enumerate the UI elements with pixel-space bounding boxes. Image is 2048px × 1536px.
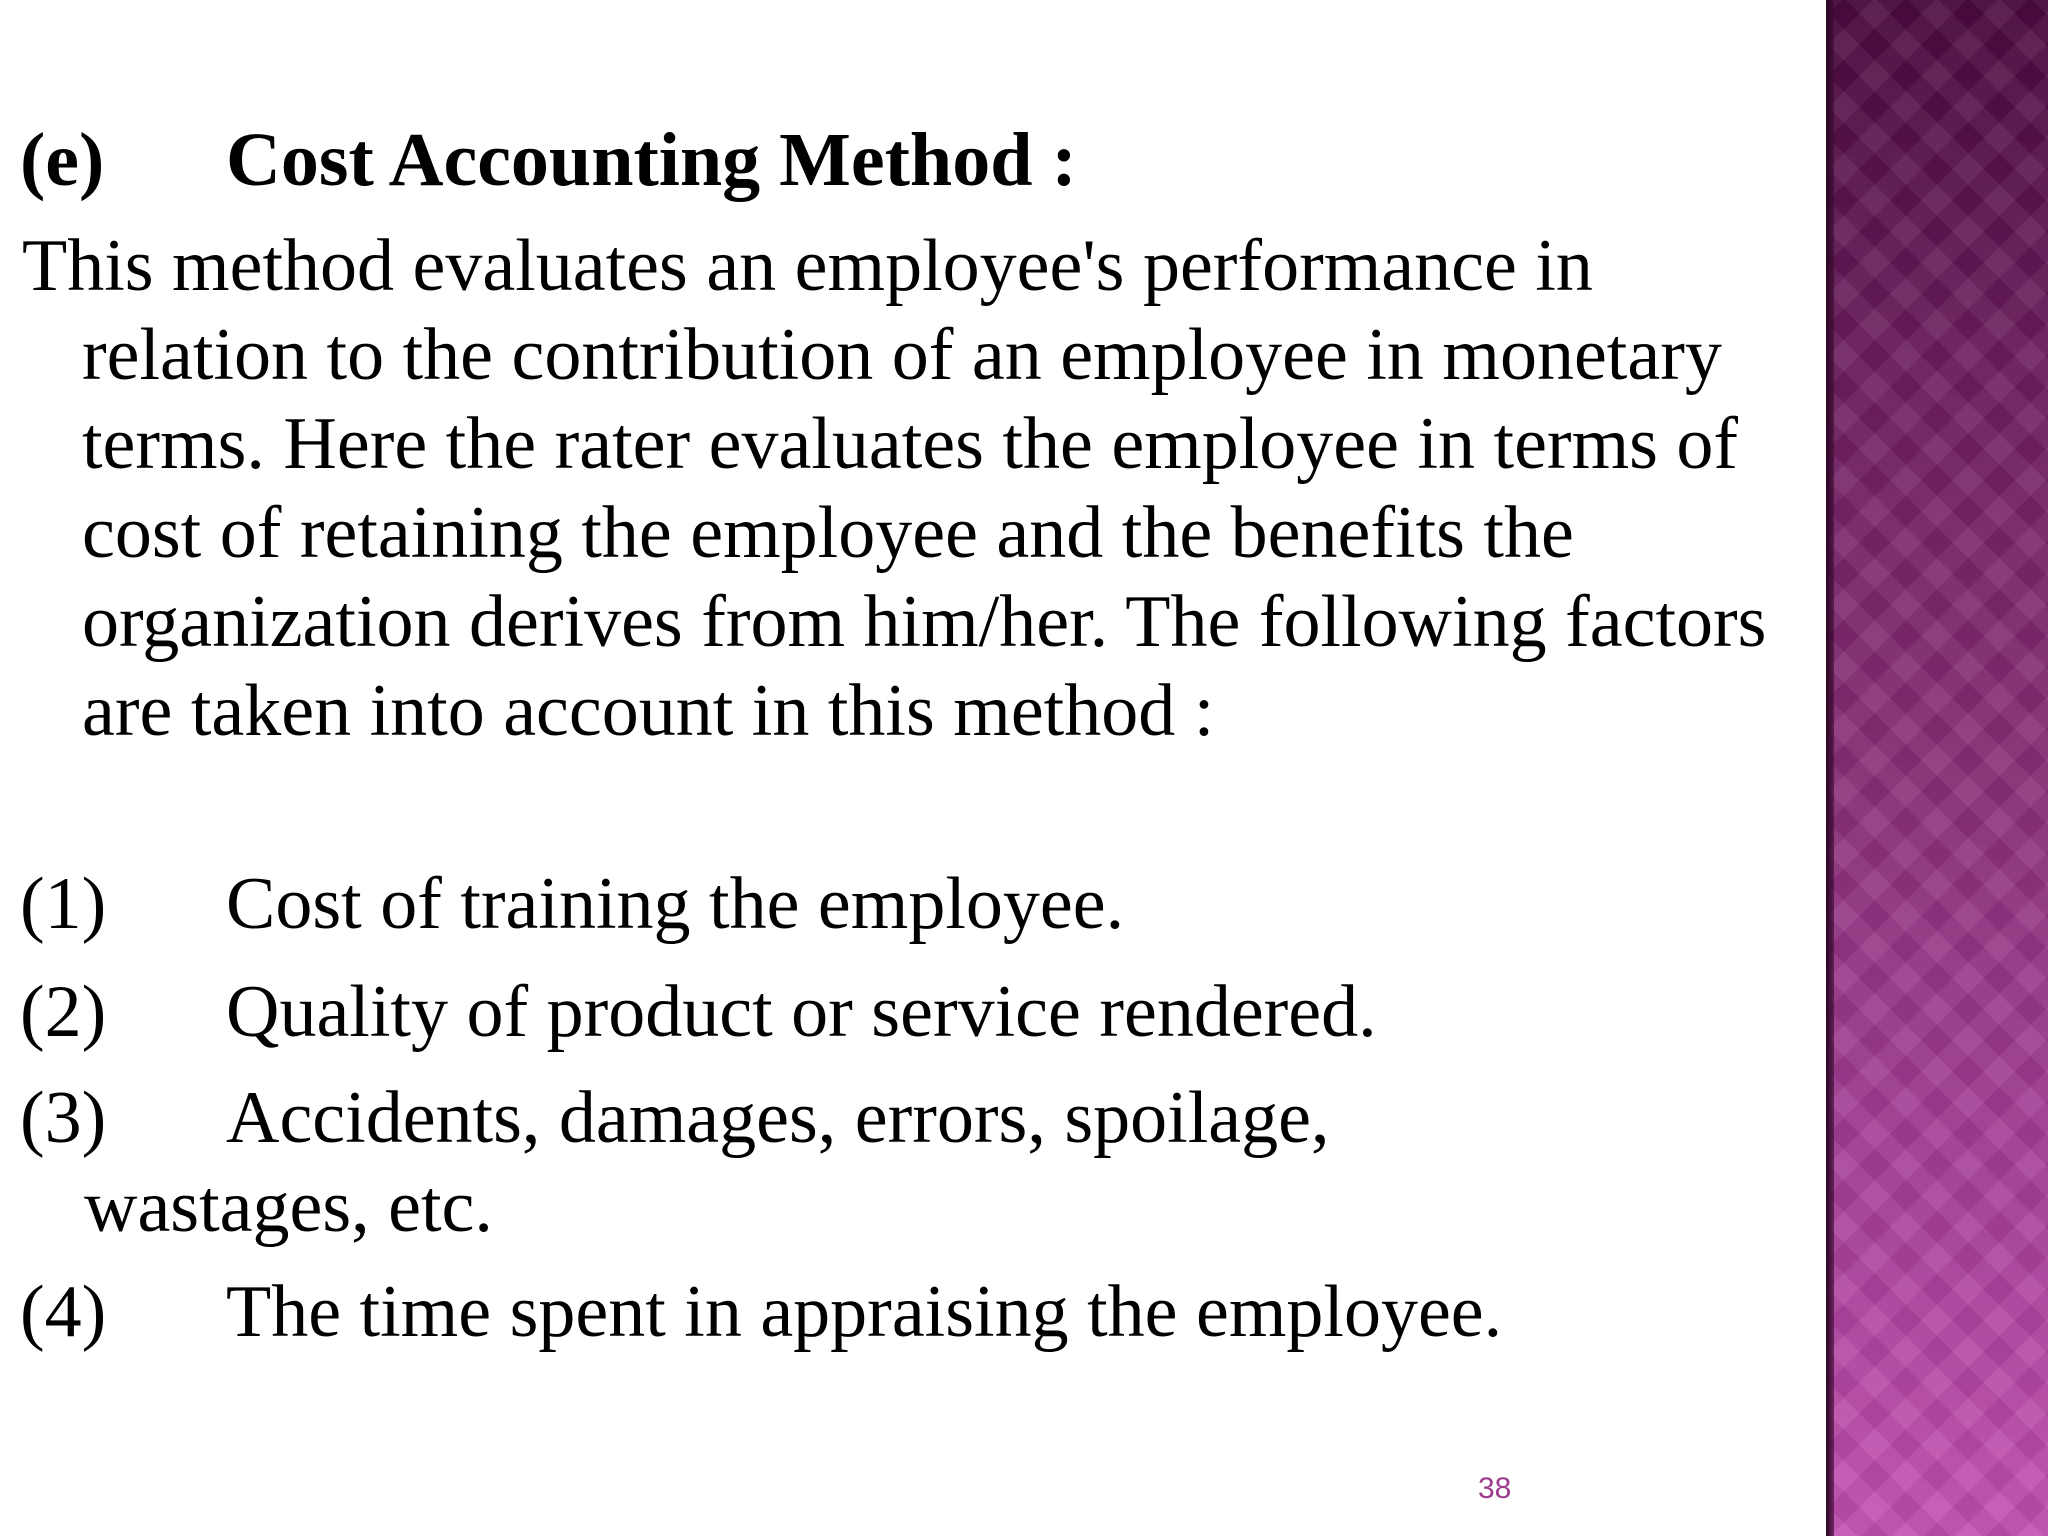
heading-title: Cost Accounting Method : bbox=[226, 118, 1077, 202]
factor-marker: (1) bbox=[20, 863, 107, 945]
factor-text: Quality of product or service rendered. bbox=[226, 971, 1377, 1053]
page-number: 38 bbox=[1478, 1472, 1512, 1505]
panel-edge-shadow bbox=[1826, 0, 1834, 1536]
factor-item-1 bbox=[20, 860, 1780, 949]
factor-item-3 bbox=[20, 1074, 1780, 1252]
diamond-pattern bbox=[1826, 0, 2048, 1536]
intro-paragraph: This method evaluates an employee's performance in relation to the contribution of an employee in monetary terms. Here the rater evaluates the employee in terms of cost of retaining the employee and the benefits the organization derives from him/her. The following factors are taken into account in this method : bbox=[22, 225, 1767, 752]
factor-marker: (4) bbox=[20, 1271, 107, 1353]
heading-marker: (e) bbox=[20, 118, 105, 202]
section-heading bbox=[20, 115, 1077, 205]
decorative-side-panel bbox=[1826, 0, 2048, 1536]
factor-text-continuation: wastages, etc. bbox=[84, 1166, 493, 1248]
factor-item-4 bbox=[20, 1268, 1780, 1357]
factor-text: The time spent in appraising the employee. bbox=[226, 1271, 1503, 1353]
factor-text: Cost of training the employee. bbox=[226, 863, 1125, 945]
factor-marker: (3) bbox=[20, 1077, 107, 1159]
factor-item-2 bbox=[20, 968, 1780, 1057]
factor-text: Accidents, damages, errors, spoilage, bbox=[226, 1077, 1330, 1159]
factor-marker: (2) bbox=[20, 971, 107, 1053]
